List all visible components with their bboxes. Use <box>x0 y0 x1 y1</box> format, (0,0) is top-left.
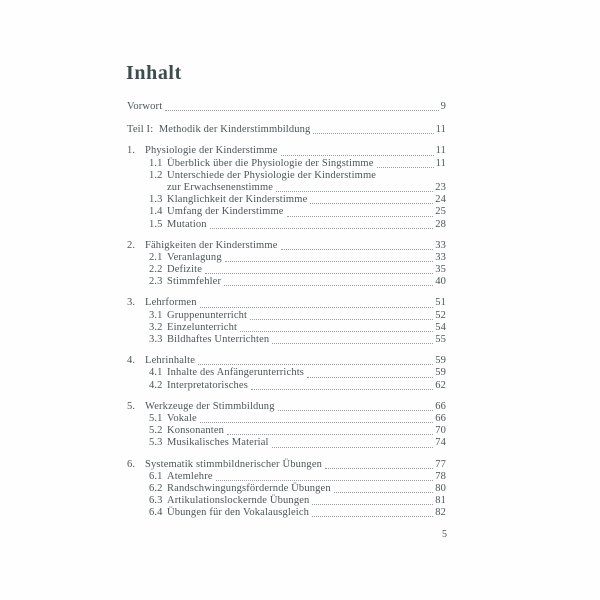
toc-row <box>127 413 446 425</box>
toc-entry-page: 51 <box>435 297 446 309</box>
toc-entry-label: Vokale <box>167 412 197 424</box>
toc-entry-label: Einzelunterricht <box>167 321 238 333</box>
toc-entry-page: 77 <box>435 458 446 470</box>
toc-entry-number: 5.2 <box>149 425 163 437</box>
toc-row <box>127 182 446 194</box>
toc-row <box>127 334 446 346</box>
toc-entry-number: 4.2 <box>149 379 163 391</box>
toc-row <box>127 101 446 113</box>
toc-entry-label: Veranlagung <box>167 251 222 263</box>
toc-entry-label: Interpretatorisches <box>167 379 248 391</box>
dot-leader <box>325 468 433 469</box>
toc-entry-number: 3. <box>127 297 136 309</box>
toc-entry-page: 54 <box>435 321 446 333</box>
dot-leader <box>281 155 434 156</box>
toc-entry-label: Randschwingungsfördernde Übungen <box>167 482 331 494</box>
page-number: 5 <box>442 529 447 540</box>
toc-row <box>127 459 446 471</box>
toc-entry-label: Klanglichkeit der Kinderstimme <box>167 194 308 206</box>
toc-entry-page: 70 <box>435 425 446 437</box>
dot-leader <box>200 422 433 423</box>
toc-row <box>127 471 446 483</box>
dot-leader <box>200 307 434 308</box>
toc-row <box>127 206 446 218</box>
toc-entry-page: 62 <box>435 379 446 391</box>
toc-entry-page: 11 <box>435 145 446 157</box>
toc-entry-page: 35 <box>435 264 446 276</box>
toc-entry-label: Umfang der Kinderstimme <box>167 206 284 218</box>
toc-entry-page: 33 <box>435 251 446 263</box>
toc-entry-page: 55 <box>435 334 446 345</box>
dot-leader <box>227 434 433 435</box>
toc-row <box>127 252 446 264</box>
toc-row <box>127 322 446 334</box>
toc-entry-number: 4.1 <box>149 367 163 379</box>
toc-entry-label: Fähigkeiten der Kinderstimme <box>145 239 278 251</box>
toc-entry-label: Inhalte des Anfängerunterrichts <box>167 367 305 379</box>
toc-entry-number: 2.3 <box>149 276 163 288</box>
dot-leader <box>205 273 433 274</box>
toc-entry-number: 6.4 <box>149 507 163 519</box>
toc-row <box>127 194 446 206</box>
dot-leader <box>312 516 433 517</box>
toc-row <box>127 380 446 392</box>
toc-row <box>127 124 446 136</box>
toc-entry-number: 6.2 <box>149 482 163 494</box>
toc-row <box>127 310 446 322</box>
toc-row <box>127 158 446 170</box>
toc-entry-page: 28 <box>435 218 446 230</box>
dot-leader <box>310 203 433 204</box>
toc-entry-label: Mutation <box>167 218 207 230</box>
toc-row <box>127 170 446 182</box>
toc-entry-page: 11 <box>435 157 446 169</box>
toc-entry-label: Vorwort <box>127 101 163 112</box>
toc-entry-number: 2.1 <box>149 251 163 263</box>
toc-entry-label: Gruppenunterricht <box>167 309 248 321</box>
toc-entry-label: Atemlehre <box>167 470 213 482</box>
dot-leader <box>278 410 434 411</box>
dot-leader <box>281 249 434 250</box>
toc-entry-number: 1.2 <box>149 169 163 181</box>
dot-leader <box>224 285 433 286</box>
dot-leader <box>313 133 433 134</box>
dot-leader <box>216 480 434 481</box>
toc-entry-page: 9 <box>440 101 446 112</box>
toc-entry-page: 33 <box>435 239 446 251</box>
toc-entry-number: 1.1 <box>149 157 163 169</box>
toc-entry-number: 6.1 <box>149 470 163 482</box>
page-title: Inhalt <box>126 62 182 84</box>
dot-leader <box>272 447 434 448</box>
dot-leader <box>307 377 433 378</box>
toc-row <box>127 297 446 309</box>
toc-entry-label: Werkzeuge der Stimmbildung <box>145 400 275 412</box>
toc-entry-page: 23 <box>435 181 446 193</box>
toc-entry-label: Lehrinhalte <box>145 355 196 367</box>
toc-row <box>127 507 446 519</box>
toc-entry-number: 6.3 <box>149 495 163 507</box>
toc-entry-page: 11 <box>435 124 446 136</box>
toc-entry-number: 5.3 <box>149 437 163 449</box>
toc-entry-page: 40 <box>435 276 446 288</box>
toc-entry-number: 1. <box>127 145 136 157</box>
toc-entry-number: 2. <box>127 239 136 251</box>
toc-entry-label: Defizite <box>167 264 203 276</box>
table-of-contents <box>127 101 446 519</box>
toc-entry-page: 80 <box>435 482 446 494</box>
dot-leader <box>334 492 433 493</box>
toc-entry-label: Bildhaftes Unterrichten <box>167 334 270 345</box>
toc-entry-label: Musikalisches Material <box>167 437 269 449</box>
toc-row <box>127 425 446 437</box>
dot-leader <box>377 167 434 168</box>
dot-leader <box>198 364 433 365</box>
toc-entry-number: 3.1 <box>149 309 163 321</box>
dot-leader <box>240 331 433 332</box>
toc-entry-number: 3.2 <box>149 321 163 333</box>
toc-entry-number: 1.3 <box>149 194 163 206</box>
toc-row <box>127 355 446 367</box>
toc-entry-label: Übungen für den Vokalausgleich <box>167 507 310 519</box>
dot-leader <box>225 261 433 262</box>
toc-row <box>127 437 446 449</box>
dot-leader <box>312 504 433 505</box>
toc-row <box>127 219 446 231</box>
dot-leader <box>272 343 433 344</box>
toc-entry-label: Lehrformen <box>145 297 197 309</box>
toc-row <box>127 401 446 413</box>
toc-entry-label: Unterschiede der Physiologie der Kinderstimme <box>167 169 377 181</box>
toc-entry-number: 1.5 <box>149 218 163 230</box>
toc-entry-label: Artikulationslockernde Übungen <box>167 495 310 507</box>
toc-row <box>127 264 446 276</box>
toc-entry-page: 66 <box>435 412 446 424</box>
toc-entry-label: Konsonanten <box>167 425 225 437</box>
dot-leader <box>287 216 434 217</box>
toc-entry-number: 5.1 <box>149 412 163 424</box>
toc-entry-page: 78 <box>435 470 446 482</box>
toc-entry-page: 25 <box>435 206 446 218</box>
toc-entry-page: 24 <box>435 194 446 206</box>
dot-leader <box>210 228 433 229</box>
toc-entry-label: Physiologie der Kinderstimme <box>145 145 278 157</box>
toc-entry-label: Systematik stimmbildnerischer Übungen <box>145 458 323 470</box>
toc-entry-number: 5. <box>127 400 136 412</box>
toc-entry-number: 3.3 <box>149 334 163 345</box>
toc-entry-page: 59 <box>435 367 446 379</box>
toc-entry-page: 74 <box>435 437 446 449</box>
toc-row <box>127 240 446 252</box>
toc-row <box>127 483 446 495</box>
dot-leader <box>276 191 433 192</box>
toc-entry-label: zur Erwachsenenstimme <box>167 181 274 193</box>
toc-entry-number: 4. <box>127 355 136 367</box>
toc-entry-number: 6. <box>127 458 136 470</box>
toc-entry-page: 66 <box>435 400 446 412</box>
toc-entry-label: Teil I: Methodik der Kinderstimmbildung <box>127 124 311 136</box>
toc-row <box>127 495 446 507</box>
toc-entry-page: 81 <box>435 495 446 507</box>
toc-row <box>127 145 446 157</box>
toc-row <box>127 276 446 288</box>
toc-entry-page: 82 <box>435 507 446 519</box>
toc-entry-label: Überblick über die Physiologie der Singstimme <box>167 157 374 169</box>
toc-row <box>127 367 446 379</box>
toc-entry-number: 1.4 <box>149 206 163 218</box>
toc-entry-page: 52 <box>435 309 446 321</box>
dot-leader <box>251 389 433 390</box>
dot-leader <box>165 110 438 111</box>
toc-entry-number: 2.2 <box>149 264 163 276</box>
toc-entry-label: Stimmfehler <box>167 276 222 288</box>
dot-leader <box>250 319 433 320</box>
toc-entry-page: 59 <box>435 355 446 367</box>
